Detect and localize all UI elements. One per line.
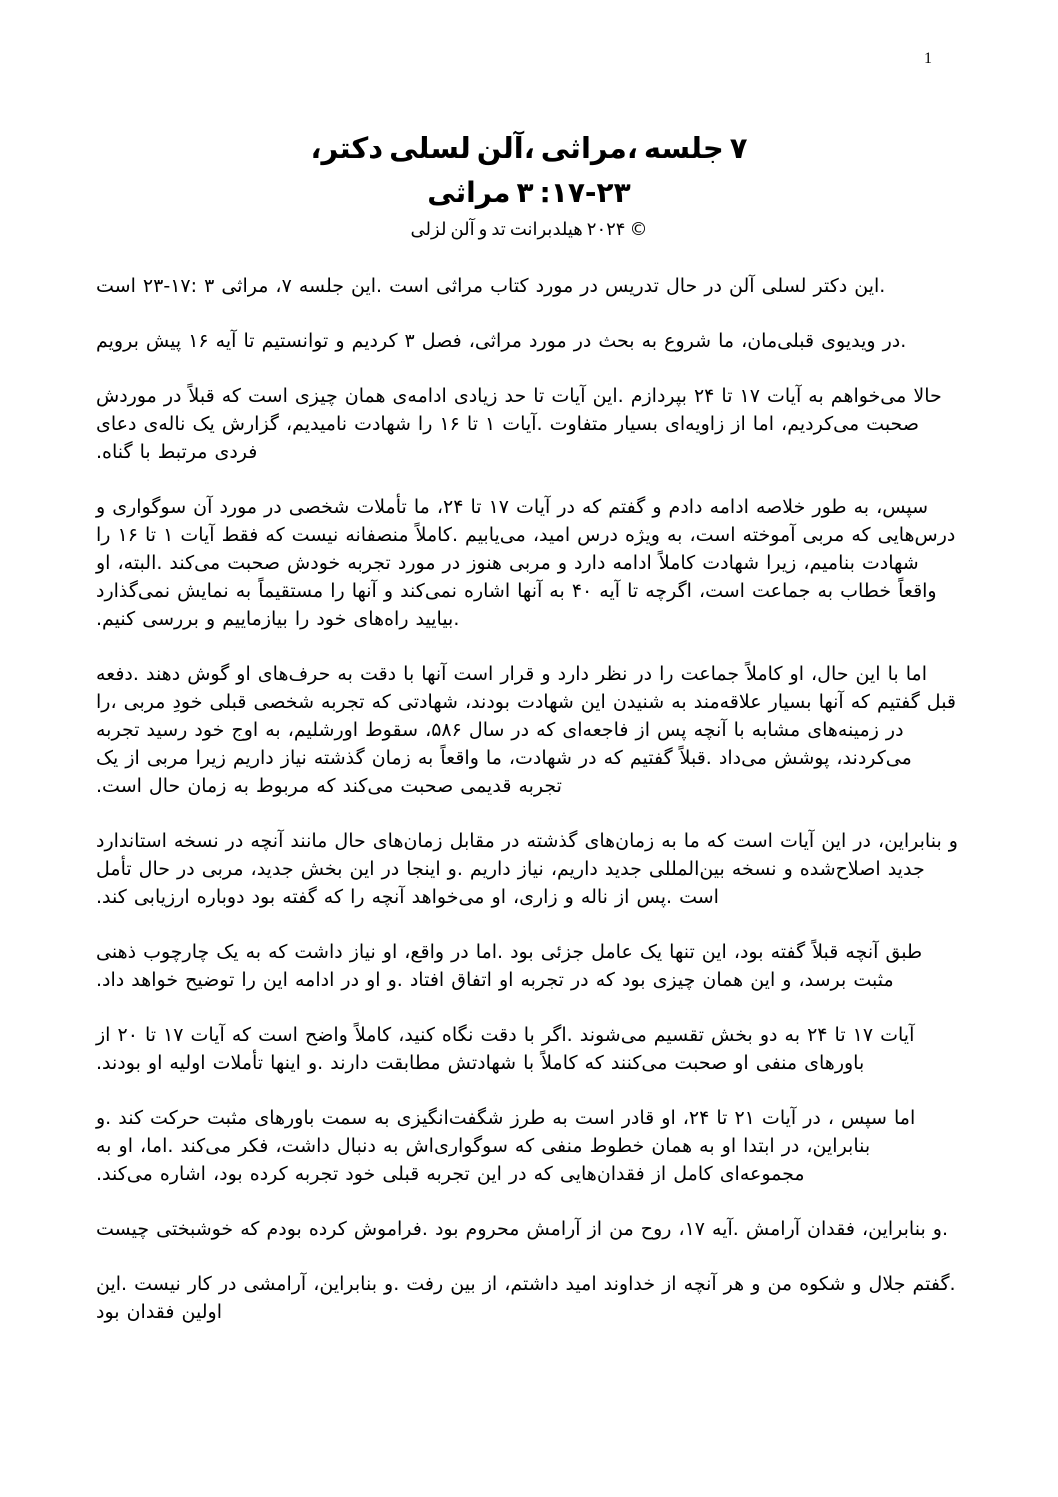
title-token: لسلی — [389, 131, 471, 165]
title-token: :۱۷-۲۳ — [539, 175, 631, 209]
title-line-2 — [96, 171, 962, 214]
title-token: هیلدبرانت — [509, 219, 583, 241]
title-token: و — [478, 219, 488, 241]
title-token: ۳ — [516, 175, 534, 209]
paragraph: اما با این حال، او کاملاً جماعت را در نظر دارد و قرار است آنها با دقت به حرف‌های او گوش دهند .دفعه قبل گفتیم که آنها بسیار علاقه‌مند به شنیدن این شهادت بودند، شهادتی که تجربه شخصی قبلی خودِ مربی ،را در زمینه‌های مشابه با آنچه پس از فاجعه‌ای که در سال ۵۸۶، سقوط اورشلیم، به اوج خود رسید تجربه می‌کردند، پوشش می‌داد .قبلاً گفتیم که در شهادت، ما واقعاً به زمان گذشته نیاز داریم زیرا مربی از یک تجربه قدیمی صحبت می‌کند که مربوط به زمان حال است. — [96, 663, 957, 798]
copyright-icon: © — [629, 219, 648, 241]
title-token: ،دکتر — [310, 131, 384, 165]
paragraph: .این دکتر لسلی آلن در حال تدریس در مورد کتاب مراثی است .این جلسه ۷، مراثی ۳ :۱۷-۲۳ است — [96, 275, 886, 298]
title-token: آلن، — [476, 131, 535, 165]
title-token: ۲۰۲۴ — [586, 219, 626, 241]
paragraph: آیات ۱۷ تا ۲۴ به دو بخش تقسیم می‌شوند .اگر با دقت نگاه کنید، کاملاً واضح است که آیات ۱۷ تا ۲۰ از باورهای منفی او صحبت می‌کنند که کاملاً با شهادتش مطابقت دارند .و اینها تأملات اولیه او بودند. — [96, 1024, 915, 1075]
paragraph: و بنابراین، در این آیات است که ما به زمان‌های گذشته در مقابل زمان‌های حال مانند آنچه در نسخه استاندارد جدید اصلاح‌شده و نسخه بین‌المللی جدید داریم، نیاز داریم .و اینجا در این بخش جدید، مربی در حال تأمل است .پس از ناله و زاری، او می‌خواهد آنچه را که گفته بود دوباره ارزیابی کند. — [96, 830, 958, 909]
title-token: مراثی — [427, 175, 511, 209]
paragraph: .گفتم جلال و شکوه من و هر آنچه از خداوند امید داشتم، از بین رفت .و بنابراین، آرامشی در کار نیست .این اولین فقدان بود — [96, 1273, 956, 1324]
title-token: ۷ — [729, 131, 748, 165]
transcript-body — [96, 272, 962, 1326]
paragraph: .و بنابراین، فقدان آرامش .آیه ۱۷، روح من از آرامش محروم بود .فراموش کرده بودم که خوشبختی چیست — [96, 1218, 948, 1241]
title-token: لزلی — [410, 219, 447, 241]
title-token: تد — [491, 219, 506, 241]
document-header — [96, 126, 962, 245]
title-line-1 — [96, 126, 962, 171]
paragraph: سپس، به طور خلاصه ادامه دادم و گفتم که در آیات ۱۷ تا ۲۴، ما تأملات شخصی در مورد آن سوگواری و درس‌هایی که مربی آموخته است، به ویژه درس امید، می‌یابیم .کاملاً منصفانه نیست که فقط آیات ۱ تا ۱۶ را شهادت بنامیم، زیرا شهادت کاملاً ادامه دارد و مربی هنوز در مورد تجربه خودش صحبت می‌کند .البته، او واقعاً خطاب به جماعت است، اگرچه تا آیه ۴۰ به آنها اشاره نمی‌کند و آنها را مستقیماً به نمایش نمی‌گذارد .بیایید راه‌های خود را بیازماییم و بررسی کنیم. — [96, 496, 956, 631]
paragraph: طبق آنچه قبلاً گفته بود، این تنها یک عامل جزئی بود .اما در واقع، او نیاز داشت که به یک چارچوب ذهنی مثبت برسد، و این همان چیزی بود که در تجربه او اتفاق افتاد .و او در ادامه این را توضیح خواهد داد. — [96, 941, 923, 992]
paragraph: حالا می‌خواهم به آیات ۱۷ تا ۲۴ بپردازم .این آیات تا حد زیادی ادامه‌ی همان چیزی است که قبلاً در موردش صحبت می‌کردیم، اما از زاویه‌ای بسیار متفاوت .آیات ۱ تا ۱۶ را شهادت نامیدیم، گزارش یک ناله‌ی دعای فردی مرتبط با گناه. — [96, 385, 942, 464]
byline — [96, 216, 962, 245]
paragraph: .در ویدیوی قبلی‌مان، ما شروع به بحث در مورد مراثی، فصل ۳ کردیم و توانستیم تا آیه ۱۶ پیش برویم — [96, 330, 907, 353]
page-number: 1 — [924, 50, 932, 67]
paragraph: اما سپس ، در آیات ۲۱ تا ۲۴، او قادر است به طرز شگفت‌انگیزی به سمت باورهای مثبت حرکت کند .و بنابراین، در ابتدا او به همان خطوط منفی که سوگواری‌اش به دنبال داشت، فکر می‌کند .اما، او به مجموعه‌ای کامل از فقدان‌هایی که در این تجربه قبلی خود تجربه کرده بود، اشاره می‌کند. — [96, 1107, 916, 1186]
title-token: آلن — [450, 219, 475, 241]
title-token: جلسه — [643, 131, 724, 165]
title-token: مراثی، — [540, 131, 638, 165]
